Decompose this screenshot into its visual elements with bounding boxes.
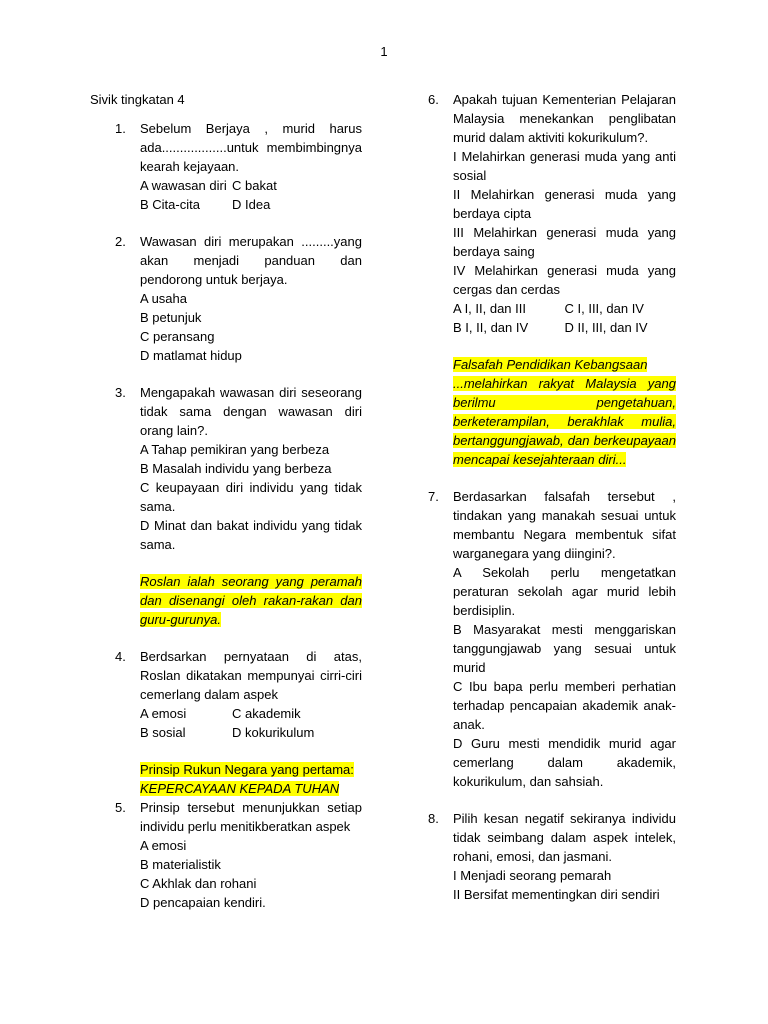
stimulus-falsafah-title: Falsafah Pendidikan Kebangsaan: [453, 357, 648, 372]
question-1: [90, 119, 362, 214]
question-number: 7.: [428, 489, 439, 504]
question-number: 3.: [115, 385, 126, 400]
question-8: [428, 809, 676, 904]
question-number: 2.: [115, 234, 126, 249]
page-number: 1: [380, 44, 388, 59]
question-text: Pilih kesan negatif sekiranya individu tidak seimbang dalam aspek intelek, rohani, emosi, dan jasmani.: [453, 811, 676, 864]
statement-ii: II Bersifat mementingkan diri sendiri: [453, 887, 660, 902]
option-b: B materialistik: [140, 857, 221, 872]
stimulus-rukun-negara: [140, 760, 362, 798]
option-b: B Cita-cita: [140, 197, 200, 212]
option-a: A Tahap pemikiran yang berbeza: [140, 442, 330, 457]
option-c: C keupayaan diri individu yang tidak sama.: [140, 480, 362, 514]
worksheet-heading: Sivik tingkatan 4: [90, 92, 185, 107]
option-d: D kokurikulum: [232, 725, 315, 740]
option-a: A Sekolah perlu mengetatkan peraturan sekolah agar murid lebih berdisiplin.: [453, 565, 676, 618]
stimulus-falsafah: [453, 355, 676, 469]
option-c: C akademik: [232, 706, 301, 721]
question-number: 4.: [115, 649, 126, 664]
option-b: B sosial: [140, 725, 186, 740]
option-c: C Ibu bapa perlu memberi perhatian terhadap pencapaian akademik anak-anak.: [453, 679, 676, 732]
question-text: Apakah tujuan Kementerian Pelajaran Malaysia menekankan penglibatan murid dalam aktiviti kokurikulum?.: [453, 92, 676, 145]
option-c: C bakat: [232, 178, 277, 193]
question-number: 5.: [115, 800, 126, 815]
option-c: C peransang: [140, 329, 215, 344]
question-6: [428, 90, 676, 337]
statement-iv: IV Melahirkan generasi muda yang cergas dan cerdas: [453, 263, 676, 297]
question-text: Berdsarkan pernyataan di atas, Roslan dikatakan mempunyai cirri-ciri cemerlang dalam aspek: [140, 649, 362, 702]
question-7: [428, 487, 676, 791]
stimulus-rukun-line1: Prinsip Rukun Negara yang pertama:: [140, 762, 354, 777]
option-d: D Guru mesti mendidik murid agar cemerlang dalam akademik, kokurikulum, dan sahsiah.: [453, 736, 676, 789]
option-a: A usaha: [140, 291, 187, 306]
right-column: [428, 90, 676, 922]
question-text: Sebelum Berjaya , murid harus ada..................untuk membimbingnya kearah kejayaan.: [140, 121, 362, 174]
statement-i: I Menjadi seorang pemarah: [453, 868, 612, 883]
question-5: [90, 798, 362, 912]
option-d: D Idea: [232, 197, 271, 212]
statement-ii: II Melahirkan generasi muda yang berdaya cipta: [453, 187, 676, 221]
option-a: A I, II, dan III: [453, 301, 526, 316]
question-text: Berdasarkan falsafah tersebut , tindakan yang manakah sesuai untuk membantu Negara membentuk sifat warganegara yang diingini?.: [453, 489, 676, 561]
option-a: A emosi: [140, 706, 187, 721]
option-a: A wawasan diri: [140, 178, 227, 193]
question-3: [90, 383, 362, 554]
option-c: C I, III, dan IV: [564, 301, 644, 316]
question-number: 1.: [115, 121, 126, 136]
stimulus-rukun-line2: KEPERCAYAAN KEPADA TUHAN: [140, 781, 340, 796]
question-4: [90, 647, 362, 742]
option-d: D pencapaian kendiri.: [140, 895, 266, 910]
option-b: B petunjuk: [140, 310, 202, 325]
stimulus-roslan: [140, 572, 362, 629]
question-2: [90, 232, 362, 365]
option-b: B I, II, dan IV: [453, 320, 529, 335]
stimulus-roslan-text: Roslan ialah seorang yang peramah dan disenangi oleh rakan-rakan dan guru-gurunya.: [140, 574, 362, 627]
option-c: C Akhlak dan rohani: [140, 876, 257, 891]
question-text: Mengapakah wawasan diri seseorang tidak sama dengan wawasan diri orang lain?.: [140, 385, 362, 438]
option-d: D matlamat hidup: [140, 348, 242, 363]
question-number: 8.: [428, 811, 439, 826]
option-b: B Masyarakat mesti menggariskan tanggungjawab yang sesuai untuk murid: [453, 622, 676, 675]
stimulus-falsafah-body: ...melahirkan rakyat Malaysia yang berilmu pengetahuan, berketerampilan, berakhlak mulia, bertanggungjawab, dan berkeupayaan mencapai kesejahteraan diri...: [453, 376, 676, 467]
option-d: D Minat dan bakat individu yang tidak sama.: [140, 518, 362, 552]
left-column: [90, 90, 362, 930]
question-text: Wawasan diri merupakan .........yang akan menjadi panduan dan pendorong untuk berjaya.: [140, 234, 362, 287]
option-d: D II, III, dan IV: [564, 320, 648, 335]
question-number: 6.: [428, 92, 439, 107]
option-b: B Masalah individu yang berbeza: [140, 461, 332, 476]
statement-iii: III Melahirkan generasi muda yang berdaya saing: [453, 225, 676, 259]
question-text: Prinsip tersebut menunjukkan setiap individu perlu menitikberatkan aspek: [140, 800, 362, 834]
option-a: A emosi: [140, 838, 187, 853]
statement-i: I Melahirkan generasi muda yang anti sosial: [453, 149, 676, 183]
